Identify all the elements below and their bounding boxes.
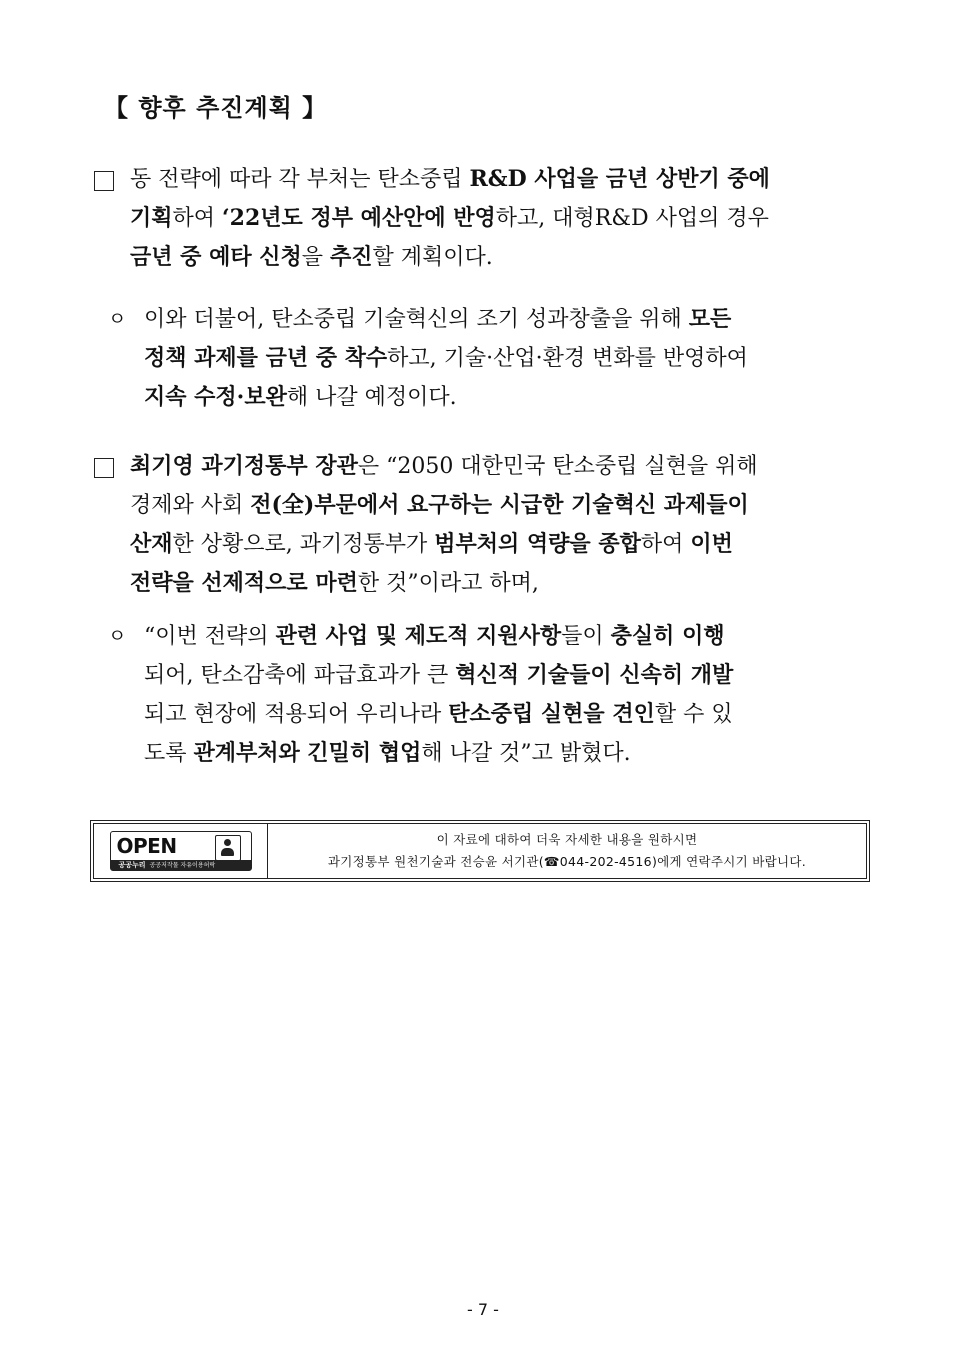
line: 동 전략에 따라 각 부처는 탄소중립 R&D 사업을 금년 상반기 중에 bbox=[130, 166, 770, 192]
page-number: - 7 - bbox=[467, 1300, 499, 1319]
line: 경제와 사회 전(全)부문에서 요구하는 시급한 기술혁신 과제들이 bbox=[130, 492, 749, 518]
circle-bullet: ㅇ bbox=[108, 625, 127, 647]
line: 되어, 탄소감축에 파급효과가 큰 혁신적 기술들이 신속히 개발 bbox=[144, 662, 734, 688]
line: 도록 관계부처와 긴밀히 협업해 나갈 것”고 밝혔다. bbox=[144, 740, 631, 766]
circle-bullet: ㅇ bbox=[108, 308, 127, 330]
contact-info bbox=[268, 824, 866, 878]
line: 기획하여 ‘22년도 정부 예산안에 반영하고, 대형R&D 사업의 경우 bbox=[130, 205, 769, 231]
line: 정책 과제를 금년 중 착수하고, 기술·산업·환경 변화를 반영하여 bbox=[144, 345, 748, 371]
attribution-person-icon bbox=[215, 835, 241, 861]
paragraph-minister-quote bbox=[94, 447, 874, 603]
line: 금년 중 예타 신청을 추진할 계획이다. bbox=[130, 244, 493, 270]
section-title: 【 향후 추진계획 】 bbox=[104, 94, 328, 122]
contact-line-2: 과기정통부 원천기술과 전승윤 서기관(☎044-202-4516)에게 연락주시기 바랍니다. bbox=[327, 854, 807, 869]
line: 지속 수정·보완해 나갈 예정이다. bbox=[144, 384, 457, 410]
kogl-open-logo-icon bbox=[110, 831, 252, 871]
paragraph-minister-quote-cont bbox=[108, 617, 874, 773]
kogl-logo-cell bbox=[94, 824, 268, 878]
logo-bar: 공공누리 공공저작물 자유이용허락 bbox=[111, 860, 251, 870]
contact-box bbox=[90, 820, 870, 882]
paragraph-sub-plan bbox=[108, 300, 874, 417]
logo-word: OPEN bbox=[116, 834, 177, 858]
line: 되고 현장에 적용되어 우리나라 탄소중립 실현을 견인할 수 있 bbox=[144, 701, 733, 727]
line: 최기영 과기정통부 장관은 “2050 대한민국 탄소중립 실현을 위해 bbox=[130, 453, 758, 479]
line: 전략을 선제적으로 마련한 것”이라고 하며, bbox=[130, 570, 539, 596]
line: “이번 전략의 관련 사업 및 제도적 지원사항들이 충실히 이행 bbox=[144, 623, 725, 649]
contact-line-1: 이 자료에 대하여 더욱 자세한 내용을 원하시면 bbox=[436, 832, 698, 847]
paragraph-plan bbox=[94, 160, 874, 277]
checkbox-bullet bbox=[94, 171, 114, 191]
line: 이와 더불어, 탄소중립 기술혁신의 조기 성과창출을 위해 모든 bbox=[144, 306, 732, 332]
line: 산재한 상황으로, 과기정통부가 범부처의 역량을 종합하여 이번 bbox=[130, 531, 733, 557]
checkbox-bullet bbox=[94, 458, 114, 478]
